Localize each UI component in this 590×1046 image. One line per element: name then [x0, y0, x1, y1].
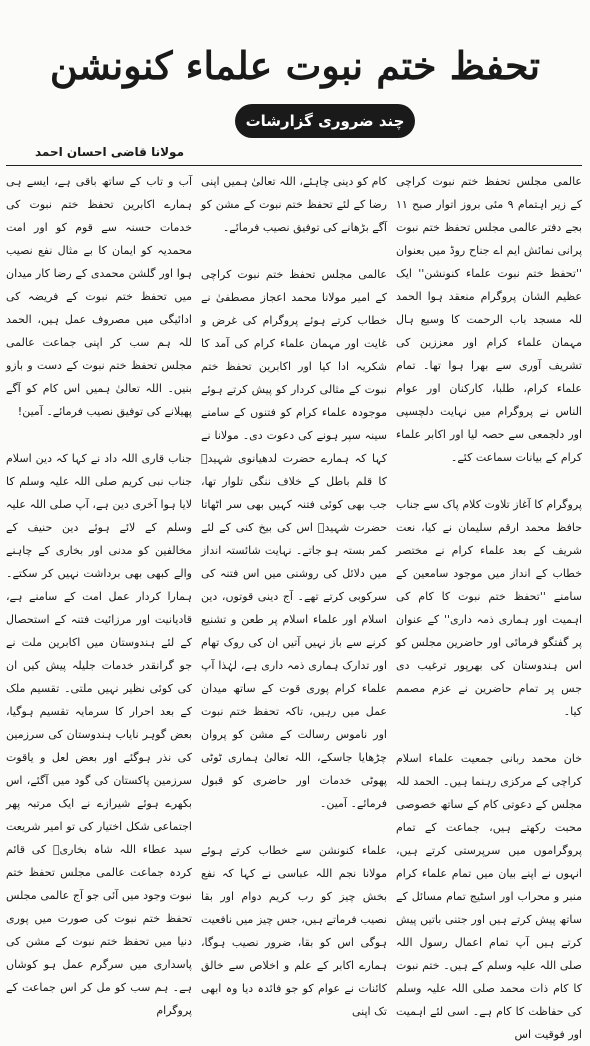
subtitle-banner: چند ضروری گزارشات — [235, 104, 415, 138]
paragraph: پروگرام کا آغاز تلاوت کلام پاک سے جناب حافظ محمد ارقم سلیمان نے کیا، نعت شریف کے بعد علماء کرام نے مختصر خطاب کے انداز میں موجود سامعین کے سامنے ''تحفظ ختم نبوت کا کام کی اہمیت اور ہماری ذمہ داری'' کے عنوان پر گفتگو فرمائی اور حاضرین مجلس کو اس ہندوستان کی بھرپور ترغیب دی جس پر تمام حاضرین نے عزم مصمم کیا۔ — [396, 498, 582, 718]
paragraph: علماء کنونشن سے خطاب کرتے ہوئے مولانا نجم اللہ عباسی نے کہا کہ نفع بخش چیز کو رب کریم دوام اور بقا نصیب فرماتے ہیں، جس چیز میں نافعیت ہوگی اس کو بقا، ضرور نصیب ہوگا، ہمارے اکابر کے علم و اخلاص سے خالق کائنات نے عوام کو جو فائدہ دیا وہ ابھی تک اپنی — [201, 844, 387, 1018]
article-body — [6, 170, 582, 1041]
paragraph: خان محمد ربانی جمعیت علماء اسلام کراچی کے مرکزی رہنما ہیں۔ الحمد للہ مجلس کے دعوتی کام کے ساتھ خصوصی محبت رکھتے ہیں، جماعت کے تمام پروگراموں میں سرپرستی کرتے ہیں، انہوں نے اپنے بیان میں تمام علماء کرام منبر و محراب اور اسٹیج تمام مسائل کے ساتھ پیش کرتے ہیں اور جتنی باتیں پیش کرتے ہیں آپ تمام اعمال رسول اللہ صلی اللہ علیہ وسلم کے ہیں۔ ختم نبوت کا کام ذات محمد صلی اللہ علیہ وسلم کی حفاظت کا کام ہے۔ اسی لئے اہمیت اور فوقیت اس — [396, 752, 582, 1041]
article-title: تحفظ ختم نبوت علماء کنونشن — [49, 42, 541, 88]
paragraph: کام کو دینی چاہئے، اللہ تعالیٰ ہمیں اپنی رضا کے لئے تحفظ ختم نبوت کے مشن کو آگے بڑھانے کی توفیق نصیب فرمائے۔ — [201, 175, 387, 234]
paragraph: آب و تاب کے ساتھ باقی ہے، ایسے ہی ہمارے اکابرین تحفظ ختم نبوت کی خدمات حسنہ سے قوم کو اور امت محمدیہ کو ایمان کا بے مثال نفع نصیب ہوا اور گلشن محمدی کے رضا کار میدان میں تحفظ ختم نبوت کے فریضہ کی ادائیگی میں مصروف عمل ہیں، الحمد للہ ہم سب کر اپنی جماعت عالمی مجلس تحفظ ختم نبوت کے دست و بازو بنیں۔ اللہ تعالیٰ ہمیں اس کام کو آگے پھیلانے کی توفیق نصیب فرمائے۔ آمین! — [6, 175, 192, 418]
author-byline: مولانا قاضی احسان احمد — [35, 145, 184, 159]
text-column-middle — [201, 170, 387, 1018]
text-column-right — [396, 170, 582, 1041]
text-column-left — [6, 170, 192, 1017]
paragraph: جناب قاری اللہ داد نے کہا کہ دین اسلام جناب نبی کریم صلی اللہ علیہ وسلم کا لایا ہوا آخری دین ہے، آپ صلی اللہ علیہ وسلم کے لائے ہوئے دین حنیف کے مخالفین کو مدنی اور بخاری کے چاہنے والے کبھی بھی برداشت نہیں کر سکتے۔ ہمارا کردار عمل امت کے سامنے ہے، قادیانیت اور مرزائیت فتنہ کے استحصال کے لئے ہندوستان میں اکابرین ملت نے جو گرانقدر خدمات جلیلہ پیش کیں ان کی کوئی نظیر نہیں ملتی۔ تقسیم ملک کے بعد احرار کا سرمایہ تقسیم ہوگیا، بعض گوہر نایاب ہندوستان کی سرزمین کی نذر ہوگئے اور بعض لعل و یاقوت سرزمین پاکستان کی گود میں آگئے، اس بکھرے ہوئے شیرازے نے ایک مرتبہ پھر اجتماعی شکل اختیار کی تو امیر شریعت سید عطاء اللہ شاہ بخاریؒ کی قائم کردہ جماعت عالمی مجلس تحفظ ختم نبوت وجود میں آئی جو آج عالمی مجلس تحفظ ختم نبوت کی صورت میں پوری دنیا میں تحفظ ختم نبوت کے مشن کی پاسداری میں سرگرم عمل ہو کوشاں ہے۔ ہم سب کو مل کر اس جماعت کے پروگرام — [6, 452, 192, 1017]
paragraph: عالمی مجلس تحفظ ختم نبوت کراچی کے زیر اہتمام ۹ مئی بروز اتوار صبح ۱۱ بجے دفتر عالمی مجلس تحفظ ختم نبوت پرانی نمائش ایم اے جناح روڈ میں بعنوان ''تحفظ ختم نبوت علماء کنونشن'' ایک عظیم الشان پروگرام منعقد ہوا الحمد للہ مسجد باب الرحمت کا وسیع ہال مہمان علماء کرام اور معززین کی تشریف آوری سے بھرا ہوا تھا۔ تمام علماء کرام، طلبا، کارکنان اور عوام الناس نے پروگرام میں نہایت دلچسپی اور دلجمعی سے حصہ لیا اور اکابر علماء کرام کے بیانات سماعت کئے۔ — [396, 175, 582, 464]
header-divider — [6, 165, 582, 166]
paragraph: عالمی مجلس تحفظ ختم نبوت کراچی کے امیر مولانا محمد اعجاز مصطفیٰ نے خطاب کرتے ہوئے پروگرام کی غرض و غایت اور مہمان علماء کرام کی آمد کا شکریہ ادا کیا اور اکابرین تحفظ ختم نبوت کے مثالی کردار کو پیش کرتے ہوئے موجودہ علماء کرام کو فتنوں کے سامنے سینہ سپر ہونے کی دعوت دی۔ مولانا نے کہا کہ ہمارے حضرت لدھیانوی شہیدؒ کا قلم باطل کے خلاف ننگی تلوار تھا، جب بھی کوئی فتنہ کہیں بھی سر اٹھاتا حضرت شہیدؒ اس کی بیخ کنی کے لئے کمر بستہ ہو جاتے۔ نہایت شائستہ انداز میں دلائل کی روشنی میں اس فتنہ کی سرکوبی کرتے تھے۔ آج دینی قوتوں، دین اسلام اور علماء اسلام پر طعن و تشنیع کرنے سے باز نہیں آتیں ان کی روک تھام اور تدارک ہماری ذمہ داری ہے، لہٰذا آپ علماء کرام پوری قوت کے ساتھ میدان عمل میں رہیں، تاکہ تحفظ ختم نبوت اور ناموس رسالت کے مشن کو پروان چڑھایا جاسکے، اللہ تعالیٰ ہماری ٹوٹی پھوٹی خدمات اور حاضری کو قبول فرمائے۔ آمین۔ — [201, 268, 387, 810]
